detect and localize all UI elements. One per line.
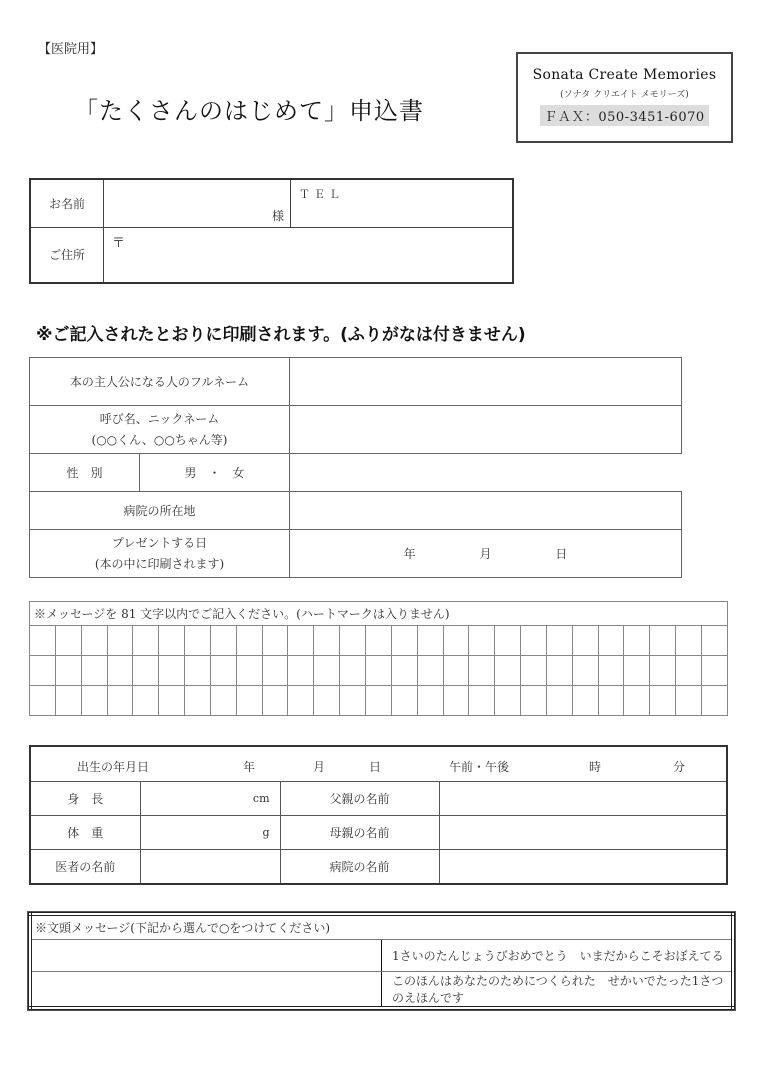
present-date-field[interactable] [290, 530, 682, 578]
book-info-table [29, 357, 682, 578]
weight-unit: g [262, 826, 270, 839]
gender-empty-cell [290, 454, 682, 492]
birth-day-label: 日 [369, 760, 382, 774]
form-usage-tag: 【医院用】 [38, 42, 104, 57]
doctor-name-label: 医者の名前 [30, 850, 140, 885]
tel-field[interactable] [291, 179, 514, 227]
message-char-cell[interactable] [133, 686, 159, 716]
message-char-cell[interactable] [546, 656, 572, 686]
message-char-cell[interactable] [210, 626, 236, 656]
weight-field[interactable] [140, 816, 280, 850]
message-char-cell[interactable] [133, 626, 159, 656]
message-char-cell[interactable] [55, 626, 81, 656]
message-char-cell[interactable] [107, 626, 133, 656]
address-field[interactable] [104, 227, 514, 283]
birth-year-label: 年 [243, 760, 256, 774]
message-char-cell[interactable] [443, 686, 469, 716]
address-label: ご住所 [30, 227, 104, 283]
message-char-cell[interactable] [676, 686, 702, 716]
message-char-cell[interactable] [185, 626, 211, 656]
nickname-label-line2: (○○くん、○○ちゃん等) [91, 432, 228, 447]
message-char-cell[interactable] [314, 656, 340, 686]
name-field[interactable] [104, 179, 291, 227]
contact-table [29, 178, 514, 284]
print-notice: ※ご記入されたとおりに印刷されます。(ふりがなは付きません) [36, 325, 526, 345]
message-char-cell[interactable] [365, 656, 391, 686]
message-char-cell[interactable] [159, 686, 185, 716]
message-char-cell[interactable] [624, 656, 650, 686]
name-label: お名前 [30, 179, 104, 227]
height-field[interactable] [140, 782, 280, 816]
message-char-cell[interactable] [236, 626, 262, 656]
message-char-cell[interactable] [650, 686, 676, 716]
message-char-cell[interactable] [495, 656, 521, 686]
message-char-cell[interactable] [417, 686, 443, 716]
message-char-cell[interactable] [262, 626, 288, 656]
opening-instruction: ※文頭メッセージ(下記から選んで○をつけてください) [30, 914, 733, 940]
birth-hour-label: 時 [589, 760, 602, 774]
gender-options[interactable]: 男 ・ 女 [140, 454, 290, 492]
hospital-location-label: 病院の所在地 [30, 492, 290, 530]
message-char-cell[interactable] [417, 626, 443, 656]
company-box [516, 52, 733, 143]
fullname-label: 本の主人公になる人のフルネーム [30, 358, 290, 406]
nickname-label-line1: 呼び名、ニックネーム [99, 411, 220, 426]
option-2-mark-cell[interactable] [30, 972, 382, 1009]
message-char-cell[interactable] [546, 626, 572, 656]
mother-name-field[interactable] [439, 816, 727, 850]
message-char-cell[interactable] [185, 686, 211, 716]
message-char-cell[interactable] [521, 686, 547, 716]
message-char-cell[interactable] [701, 626, 727, 656]
message-char-cell[interactable] [572, 626, 598, 656]
message-char-cell[interactable] [236, 656, 262, 686]
message-char-cell[interactable] [391, 656, 417, 686]
message-char-cell[interactable] [55, 656, 81, 686]
message-char-cell[interactable] [30, 686, 56, 716]
honorific-label: 様 [271, 208, 284, 223]
birth-info-table [29, 745, 728, 885]
message-char-cell[interactable] [288, 626, 314, 656]
message-char-cell[interactable] [262, 686, 288, 716]
message-char-cell[interactable] [701, 686, 727, 716]
message-char-cell[interactable] [314, 686, 340, 716]
present-date-label [30, 530, 290, 578]
fullname-field[interactable] [290, 358, 682, 406]
message-char-cell[interactable] [107, 686, 133, 716]
message-char-cell[interactable] [55, 686, 81, 716]
birth-minute-label: 分 [673, 760, 686, 774]
message-char-cell[interactable] [288, 656, 314, 686]
message-char-cell[interactable] [521, 656, 547, 686]
message-char-cell[interactable] [469, 656, 495, 686]
message-char-cell[interactable] [495, 626, 521, 656]
present-date-label-line2: (本の中に印刷されます) [94, 556, 225, 571]
message-char-cell[interactable] [365, 626, 391, 656]
message-char-cell[interactable] [262, 656, 288, 686]
message-char-cell[interactable] [495, 686, 521, 716]
present-month-label: 月 [479, 547, 492, 561]
doctor-name-field[interactable] [140, 850, 280, 885]
message-char-cell[interactable] [417, 656, 443, 686]
opening-message-table [28, 912, 735, 1010]
message-char-cell[interactable] [572, 656, 598, 686]
message-char-cell[interactable] [701, 656, 727, 686]
message-char-cell[interactable] [572, 686, 598, 716]
message-char-cell[interactable] [443, 656, 469, 686]
weight-label: 体 重 [30, 816, 140, 850]
message-char-cell[interactable] [210, 686, 236, 716]
nickname-label [30, 406, 290, 454]
birthdate-label: 出生の年月日 [77, 760, 150, 774]
message-char-cell[interactable] [81, 686, 107, 716]
message-char-cell[interactable] [521, 626, 547, 656]
message-char-cell[interactable] [676, 656, 702, 686]
message-char-cell[interactable] [624, 686, 650, 716]
hospital-name-field[interactable] [439, 850, 727, 885]
present-year-label: 年 [403, 547, 416, 561]
message-char-cell[interactable] [676, 626, 702, 656]
message-char-cell[interactable] [236, 686, 262, 716]
message-char-cell[interactable] [340, 626, 366, 656]
birthdate-row[interactable] [30, 746, 727, 782]
message-char-cell[interactable] [391, 626, 417, 656]
message-char-cell[interactable] [598, 656, 624, 686]
message-char-cell[interactable] [546, 686, 572, 716]
father-name-field[interactable] [439, 782, 727, 816]
height-label: 身 長 [30, 782, 140, 816]
message-char-cell[interactable] [624, 626, 650, 656]
hospital-location-field[interactable] [290, 492, 682, 530]
nickname-field[interactable] [290, 406, 682, 454]
fax-number: ＦＡＸ：050-3451-6070 [540, 105, 708, 126]
message-char-cell[interactable] [81, 656, 107, 686]
hospital-name-label: 病院の名前 [280, 850, 439, 885]
message-char-cell[interactable] [598, 626, 624, 656]
message-char-cell[interactable] [107, 656, 133, 686]
message-char-cell[interactable] [469, 626, 495, 656]
message-char-cell[interactable] [210, 656, 236, 686]
message-grid-row [30, 686, 728, 716]
height-unit: cm [252, 792, 270, 805]
message-char-cell[interactable] [391, 686, 417, 716]
ampm-label: 午前・午後 [449, 760, 510, 774]
company-name: Sonata Create Memories [532, 67, 717, 83]
tel-label: ＴＥＬ [299, 188, 344, 201]
message-char-cell[interactable] [340, 686, 366, 716]
message-char-cell[interactable] [288, 686, 314, 716]
message-grid [29, 601, 728, 716]
message-char-cell[interactable] [650, 656, 676, 686]
mother-name-label: 母親の名前 [280, 816, 439, 850]
gender-label: 性 別 [30, 454, 140, 492]
opening-option-1[interactable]: 1さいのたんじょうびおめでとう いまだからこそおぼえてる [382, 940, 734, 972]
message-char-cell[interactable] [81, 626, 107, 656]
message-char-cell[interactable] [365, 686, 391, 716]
message-grid-row [30, 656, 728, 686]
message-instruction: ※メッセージを 81 文字以内でご記入ください。(ハートマークは入りません) [30, 602, 728, 626]
message-char-cell[interactable] [314, 626, 340, 656]
postal-mark: 〒 [112, 235, 126, 251]
birth-month-label: 月 [313, 760, 326, 774]
message-char-cell[interactable] [185, 656, 211, 686]
message-char-cell[interactable] [340, 656, 366, 686]
company-name-kana: (ソナタ クリエイト メモリーズ) [560, 90, 689, 100]
message-char-cell[interactable] [650, 626, 676, 656]
opening-option-2[interactable]: このほんはあなたのためにつくられた せかいでたった1さつのえほんです [382, 972, 734, 1009]
page-title: 「たくさんのはじめて」申込書 [74, 97, 424, 125]
message-char-cell[interactable] [598, 686, 624, 716]
message-char-cell[interactable] [443, 626, 469, 656]
father-name-label: 父親の名前 [280, 782, 439, 816]
message-char-cell[interactable] [469, 686, 495, 716]
message-char-cell[interactable] [30, 626, 56, 656]
message-char-cell[interactable] [30, 656, 56, 686]
message-grid-row [30, 626, 728, 656]
option-1-mark-cell[interactable] [30, 940, 382, 972]
present-date-label-line1: プレゼントする日 [111, 535, 208, 550]
message-char-cell[interactable] [159, 626, 185, 656]
present-day-label: 日 [555, 547, 568, 561]
message-char-cell[interactable] [133, 656, 159, 686]
message-char-cell[interactable] [159, 656, 185, 686]
